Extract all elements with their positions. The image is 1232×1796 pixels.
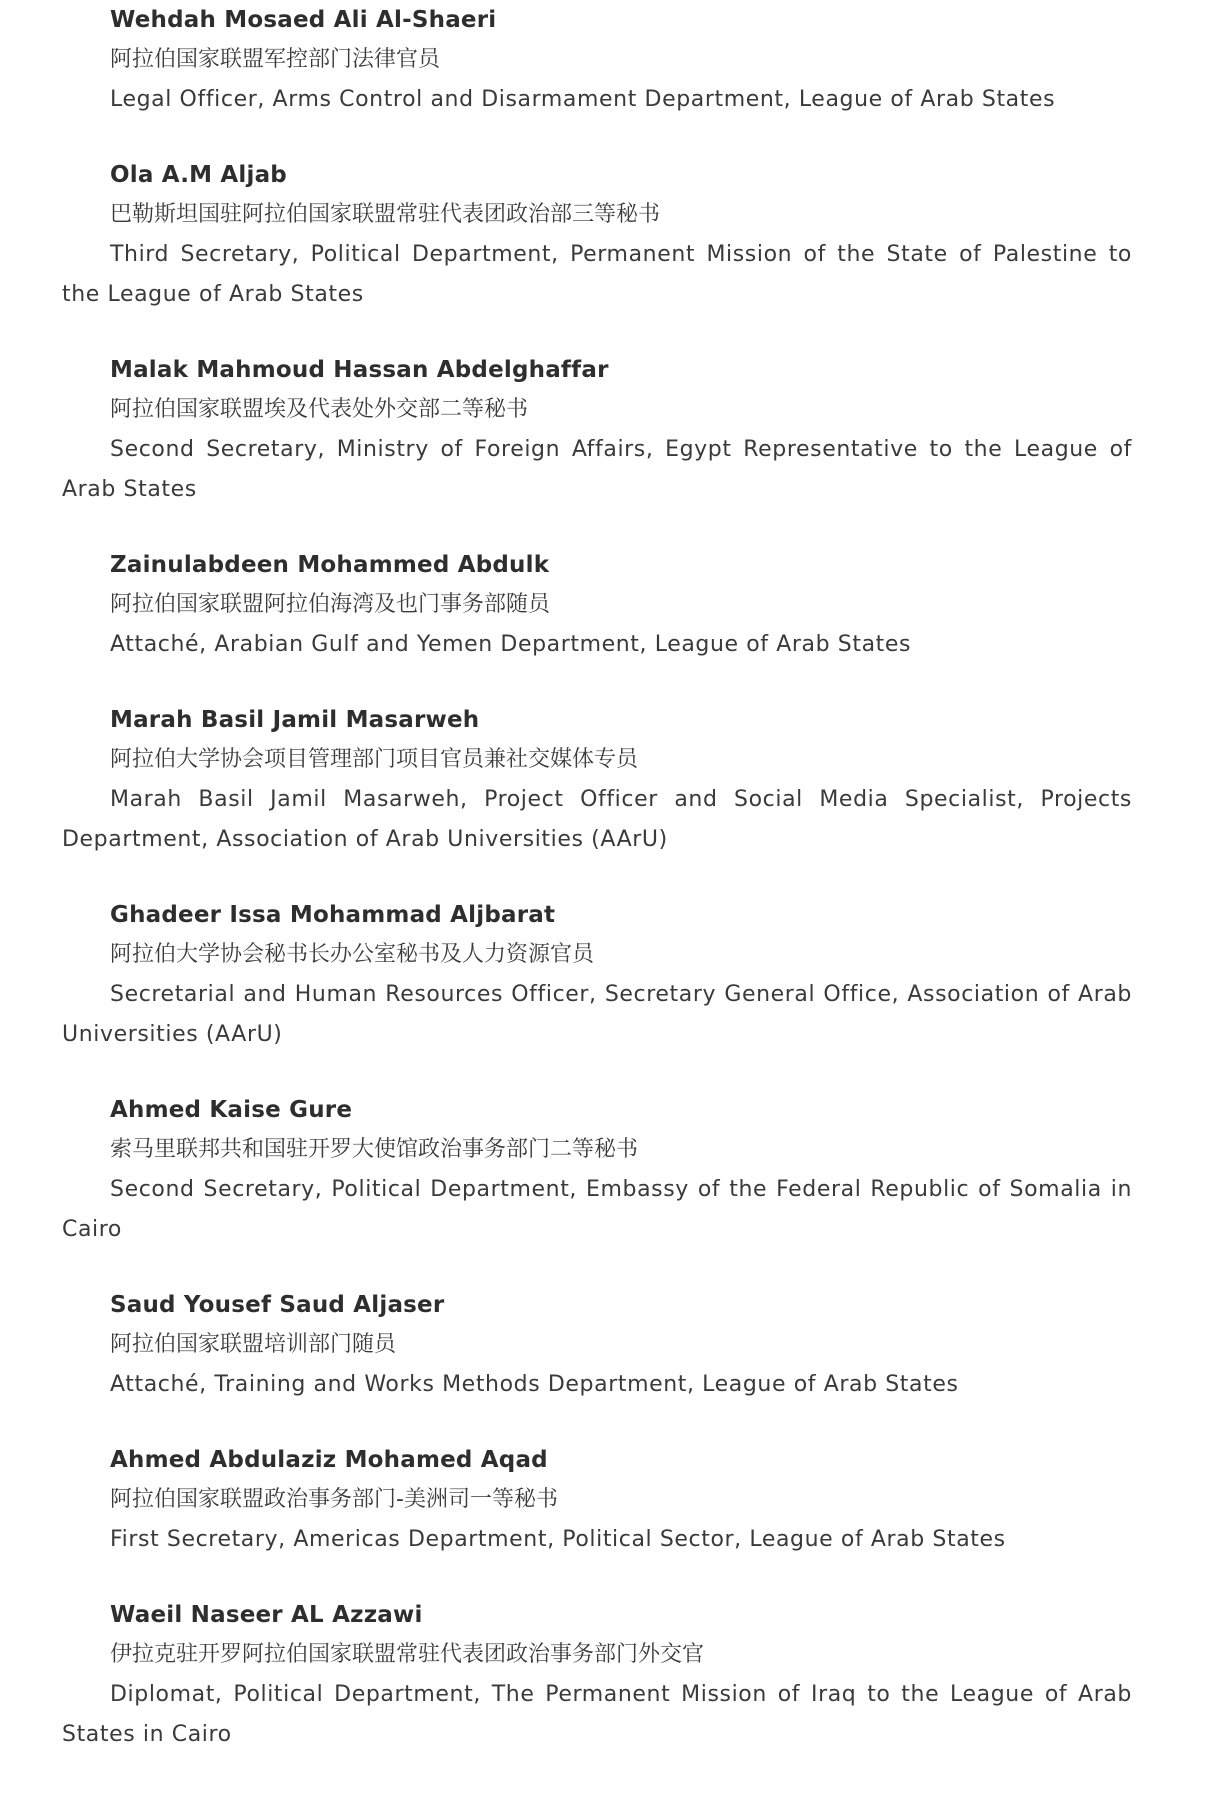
title-chinese: 阿拉伯大学协会项目管理部门项目官员兼社交媒体专员 — [110, 747, 639, 772]
title-english: Marah Basil Jamil Masarweh, Project Officer and Social Media Specialist, Projects Department, Association of Arab Universities (AArU) — [62, 787, 1132, 852]
list-item — [62, 1440, 1132, 1560]
person-name: Ghadeer Issa Mohammad Aljbarat — [110, 902, 556, 928]
person-name: Saud Yousef Saud Aljaser — [110, 1292, 445, 1318]
title-chinese: 阿拉伯国家联盟培训部门随员 — [110, 1332, 397, 1357]
title-chinese: 索马里联邦共和国驻开罗大使馆政治事务部门二等秘书 — [110, 1137, 639, 1162]
title-english: Second Secretary, Ministry of Foreign Affairs, Egypt Representative to the League of Arab States — [62, 437, 1132, 502]
person-name: Marah Basil Jamil Masarweh — [110, 707, 480, 733]
title-english: First Secretary, Americas Department, Political Sector, League of Arab States — [110, 1527, 1006, 1552]
title-english: Second Secretary, Political Department, Embassy of the Federal Republic of Somalia in Cairo — [62, 1177, 1132, 1242]
list-item — [62, 1090, 1132, 1250]
title-chinese: 阿拉伯大学协会秘书长办公室秘书及人力资源官员 — [110, 942, 595, 967]
person-name: Zainulabdeen Mohammed Abdulk — [110, 552, 550, 578]
title-english: Secretarial and Human Resources Officer, Secretary General Office, Association of Arab Universities (AArU) — [62, 982, 1132, 1047]
title-english: Attaché, Arabian Gulf and Yemen Department, League of Arab States — [110, 632, 912, 657]
list-item — [62, 545, 1132, 665]
person-name: Ola A.M Aljab — [110, 162, 287, 188]
title-english: Attaché, Training and Works Methods Department, League of Arab States — [110, 1372, 959, 1397]
title-english: Legal Officer, Arms Control and Disarmament Department, League of Arab States — [110, 87, 1056, 112]
title-english: Diplomat, Political Department, The Permanent Mission of Iraq to the League of Arab States in Cairo — [62, 1682, 1132, 1747]
title-chinese: 伊拉克驻开罗阿拉伯国家联盟常驻代表团政治事务部门外交官 — [110, 1642, 705, 1667]
list-item — [62, 1285, 1132, 1405]
list-item — [62, 350, 1132, 510]
list-item — [62, 0, 1132, 120]
title-chinese: 阿拉伯国家联盟埃及代表处外交部二等秘书 — [110, 397, 529, 422]
list-item — [62, 1595, 1132, 1755]
title-chinese: 阿拉伯国家联盟政治事务部门-美洲司一等秘书 — [110, 1487, 558, 1512]
person-name: Waeil Naseer AL Azzawi — [110, 1602, 423, 1628]
person-name: Ahmed Abdulaziz Mohamed Aqad — [110, 1447, 548, 1473]
list-item — [62, 700, 1132, 860]
title-chinese: 巴勒斯坦国驻阿拉伯国家联盟常驻代表团政治部三等秘书 — [110, 202, 661, 227]
person-name: Wehdah Mosaed Ali Al-Shaeri — [110, 7, 497, 33]
person-name: Ahmed Kaise Gure — [110, 1097, 353, 1123]
delegate-list — [62, 0, 1132, 1790]
title-chinese: 阿拉伯国家联盟军控部门法律官员 — [110, 47, 441, 72]
person-name: Malak Mahmoud Hassan Abdelghaffar — [110, 357, 609, 383]
list-item — [62, 895, 1132, 1055]
list-item — [62, 155, 1132, 315]
title-chinese: 阿拉伯国家联盟阿拉伯海湾及也门事务部随员 — [110, 592, 551, 617]
title-english: Third Secretary, Political Department, Permanent Mission of the State of Palestine to the League of Arab States — [62, 242, 1132, 307]
